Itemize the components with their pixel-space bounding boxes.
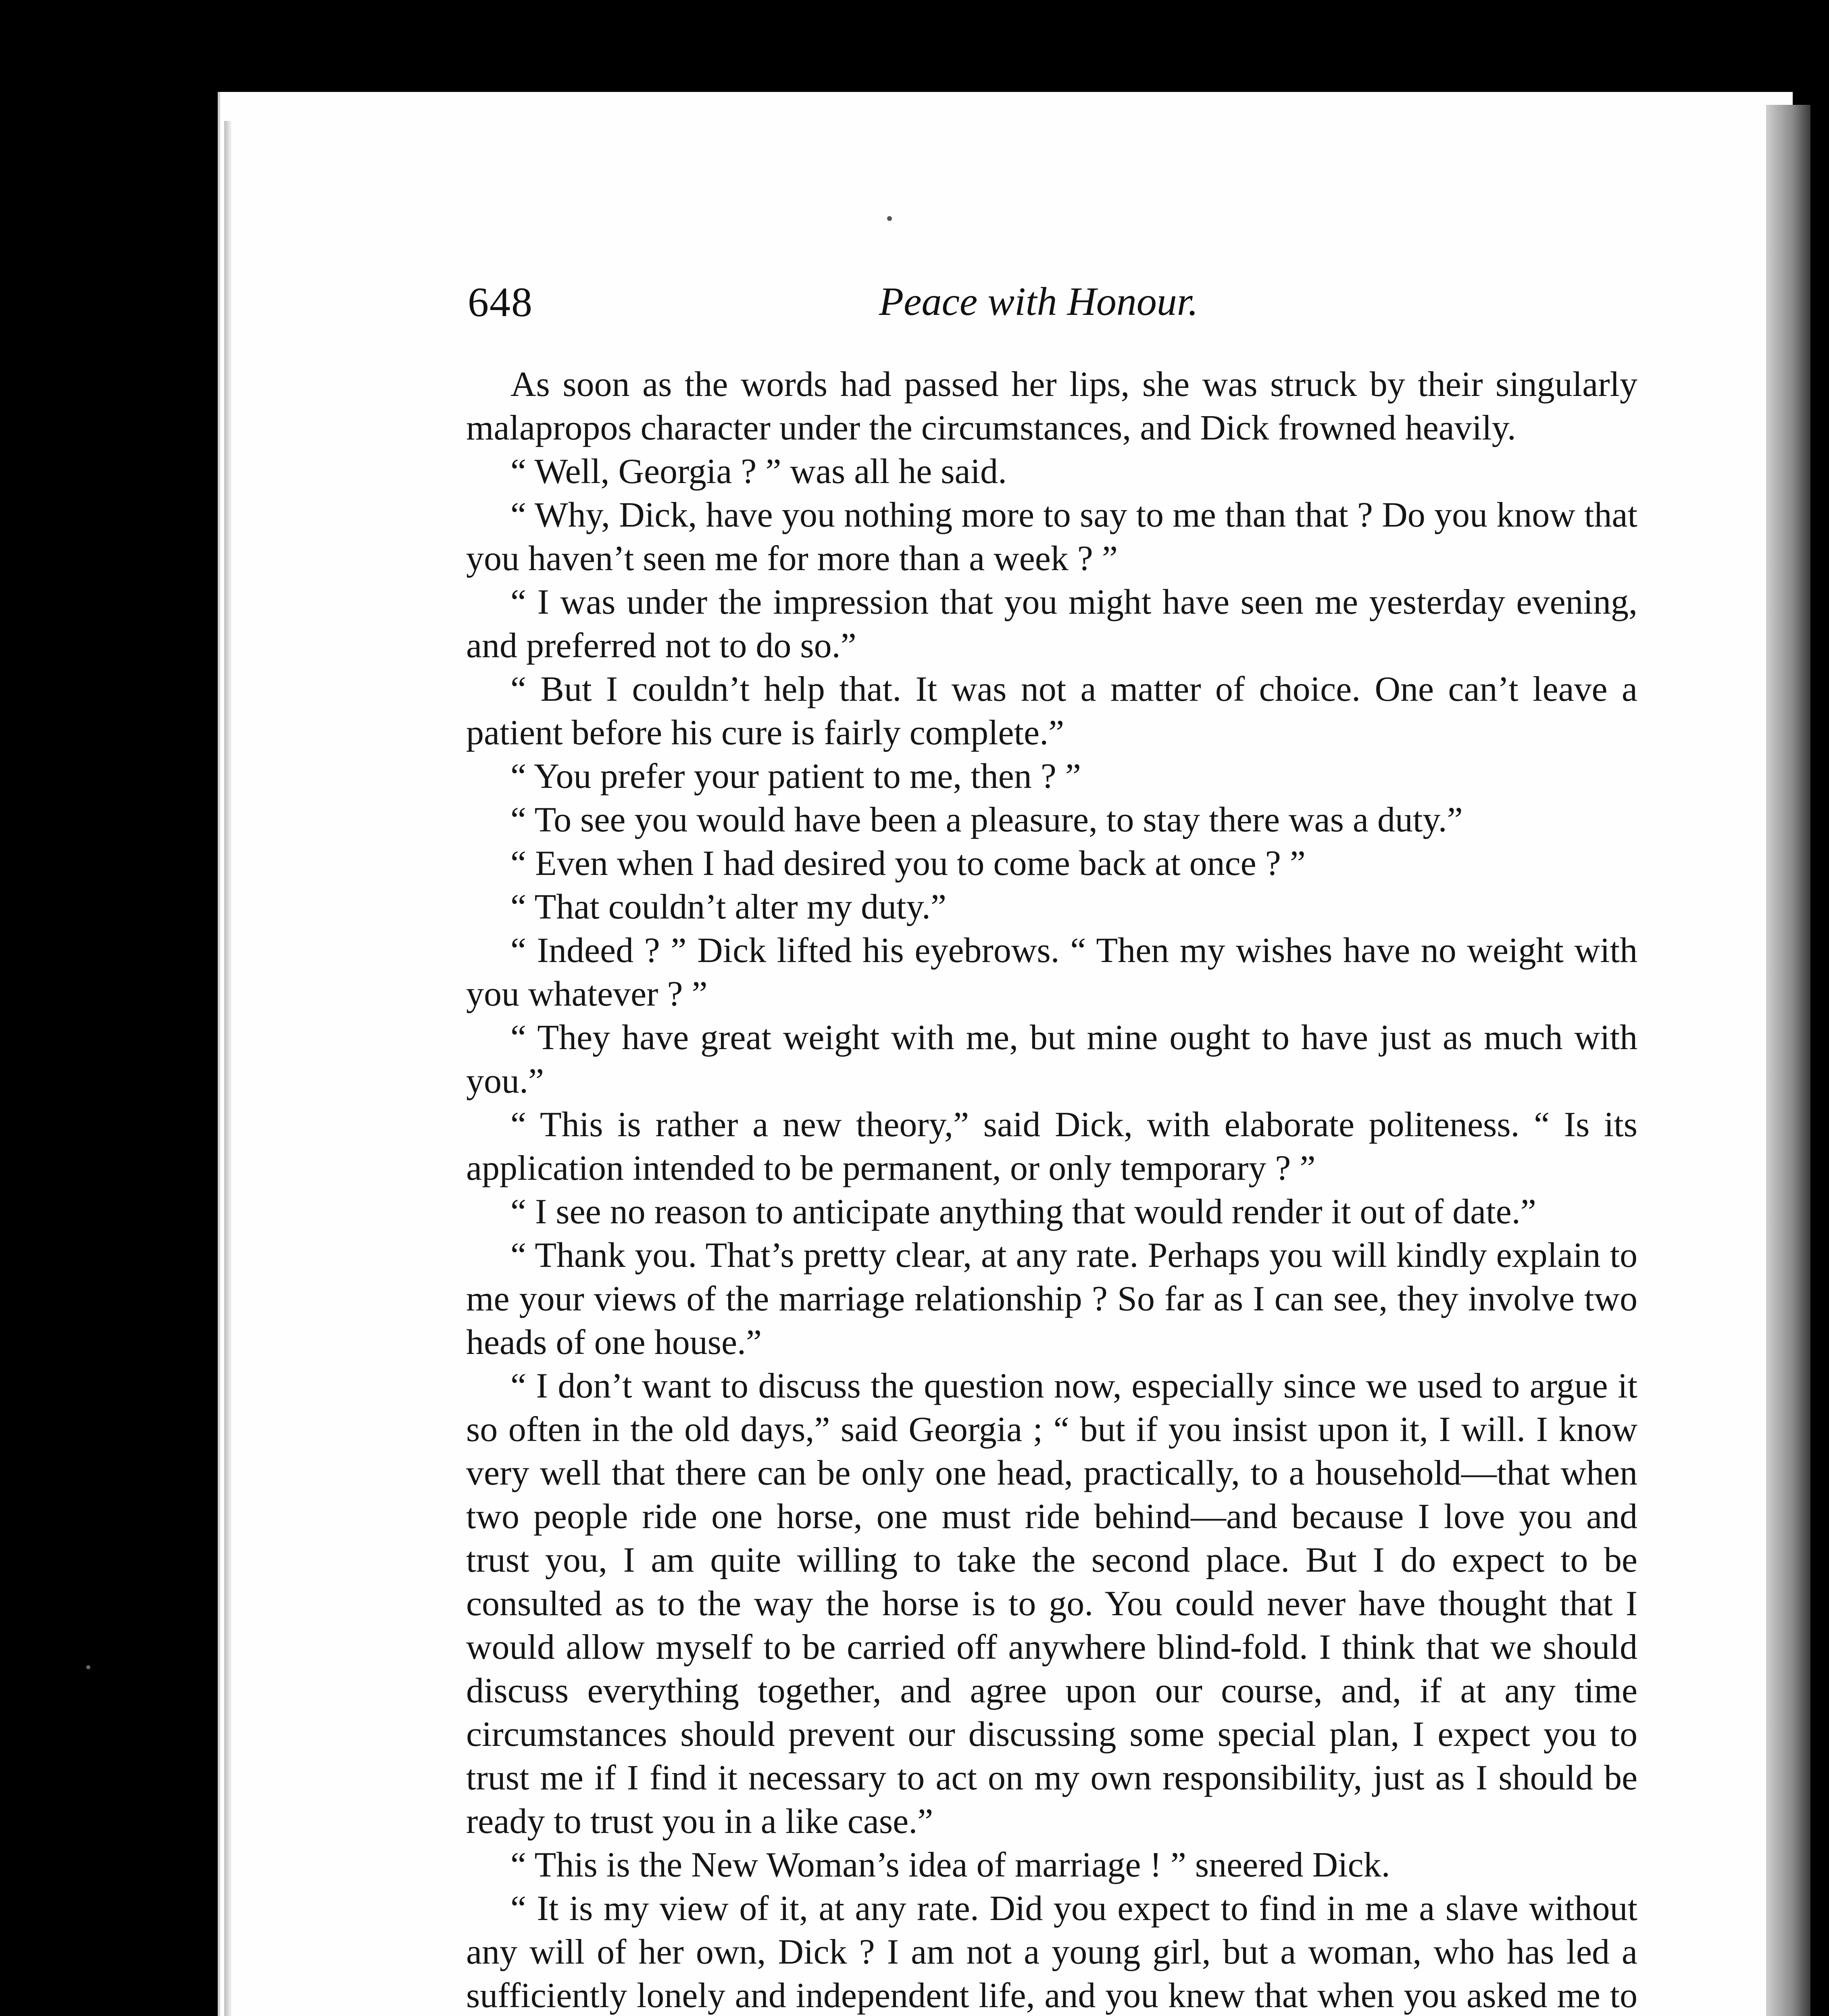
paragraph: “ That couldn’t alter my duty.” [510, 887, 946, 927]
paragraph: “ Well, Georgia ? ” was all he said. [510, 452, 1007, 491]
paragraph: “ It is my view of it, at any rate. Did you expect to find in me a slave without any will of her own, Dick ? I am not a young girl, but a woman, who has led a sufficiently lonely and independent life, and you knew that when you asked me to [466, 1889, 1637, 2015]
paragraph: “ This is the New Woman’s idea of marriage ! ” sneered Dick. [510, 1845, 1390, 1885]
paragraph: “ Indeed ? ” Dick lifted his eyebrows. “ Then my wishes have no weight with you whatever ? ” [466, 931, 1637, 1014]
page-edge-shadow [1766, 105, 1810, 2016]
paragraph: As soon as the words had passed her lips, she was struck by their singularly malapropos character under the circumstances, and Dick frowned heavily. [466, 365, 1637, 448]
paragraph: “ I don’t want to discuss the question now, especially since we used to argue it so often in the old days,” said Georgia ; “ but if you insist upon it, I will. I know very well that there can be only one head, practically, to a household—that when two people ride one horse, one must ride behind—and because I love you and trust you, I am quite willing to take the second place. But I do expect to be consulted as to the way the horse is to go. You could never have thought that I would allow myself to be carried off anywhere blind-fold. I think that we should discuss everything together, and agree upon our course, and, if at any time circumstances should prevent our discussing some special plan, I expect you to trust me if I find it necessary to act on my own responsibility, just as I should be ready to trust you in a like case.” [466, 1366, 1637, 1841]
paragraph: “ You prefer your patient to me, then ? ” [510, 757, 1081, 796]
paragraph: “ To see you would have been a pleasure, to stay there was a duty.” [510, 800, 1463, 839]
paragraph: “ Even when I had desired you to come back at once ? ” [510, 844, 1306, 883]
paragraph: “ They have great weight with me, but mine ought to have just as much with you.” [466, 1018, 1637, 1101]
margin-speck [86, 1665, 90, 1669]
ink-speck [887, 216, 892, 221]
paragraph: “ Why, Dick, have you nothing more to say to me than that ? Do you know that you haven’t seen me for more than a week ? ” [466, 496, 1637, 578]
page-binding-edge [224, 121, 231, 2016]
paragraph: “ But I couldn’t help that. It was not a matter of choice. One can’t leave a patient before his cure is fairly complete.” [466, 670, 1637, 752]
paragraph: “ I was under the impression that you might have seen me yesterday evening, and preferred not to do so.” [466, 583, 1637, 665]
page-header [468, 278, 1637, 339]
paragraph: “ This is rather a new theory,” said Dick, with elaborate politeness. “ Is its application intended to be permanent, or only temporary ? ” [466, 1105, 1637, 1188]
body-text [466, 363, 1637, 2016]
running-title: Peace with Honour. [879, 279, 1198, 324]
paragraph: “ I see no reason to anticipate anything that would render it out of date.” [510, 1192, 1536, 1231]
paragraph: “ Thank you. That’s pretty clear, at any rate. Perhaps you will kindly explain to me your views of the marriage relationship ? So far as I can see, they involve two heads of one house.” [466, 1236, 1637, 1362]
page-number: 648 [468, 279, 533, 325]
